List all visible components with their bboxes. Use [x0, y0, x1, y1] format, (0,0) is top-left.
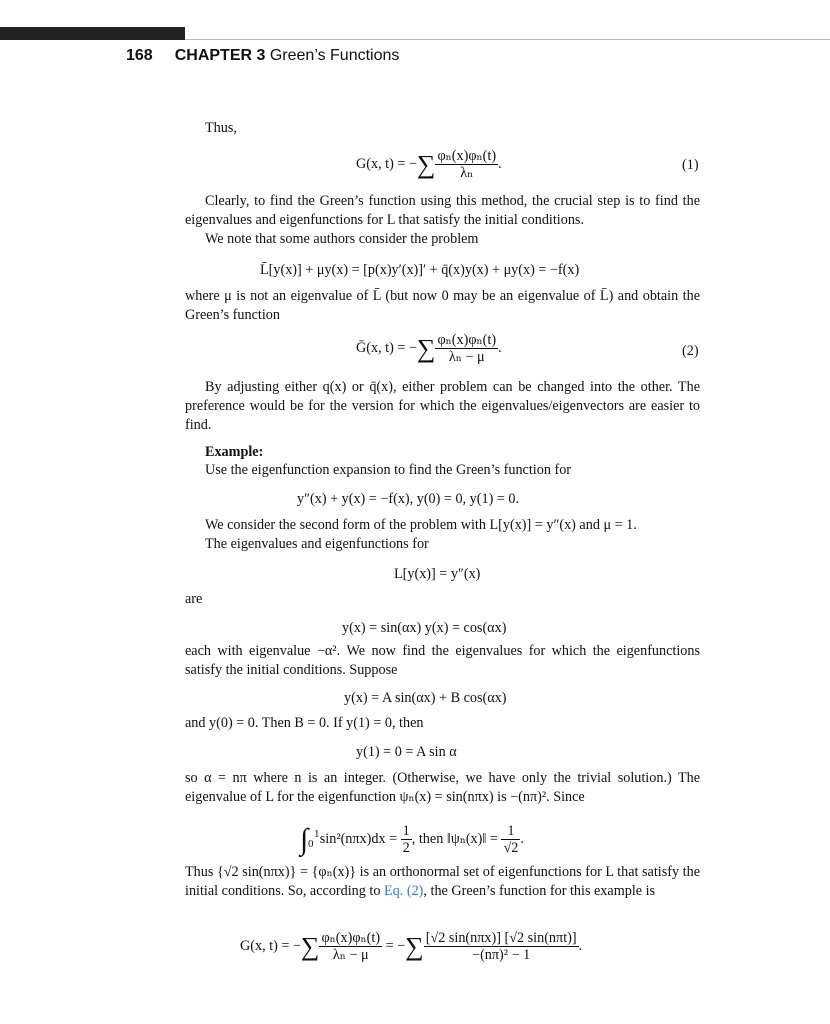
paragraph-so: so α = nπ where n is an integer. (Otherwise, we have only the trivial solution.) The eigenvalue of L for the eigenfunction ψₙ(x) = sin(nπx) is −(nπ)². Since — [185, 770, 700, 805]
norm-text: , then ‖ψₙ(x)‖ = — [411, 830, 498, 847]
paragraph-and: and y(0) = 0. Then B = 0. If y(1) = 0, then — [185, 715, 424, 731]
eq2-lhs: Ḡ(x, t) = − — [356, 339, 417, 356]
integral-lower-limit: 0 — [308, 837, 314, 850]
final-denominator-2: −(nπ)² − 1 — [472, 947, 531, 963]
example-statement: Use the eigenfunction expansion to find the Green’s function for — [205, 462, 572, 478]
paragraph-eigs-for: The eigenvalues and eigenfunctions for — [205, 536, 429, 552]
final-numerator-1: φₙ(x)φₙ(t) — [321, 930, 381, 946]
sum-symbol: ∑ — [416, 149, 436, 179]
thus-text: Thus, — [205, 120, 237, 136]
header-rule — [185, 39, 830, 40]
integral-upper-limit: 1 — [314, 827, 320, 840]
page-number: 168 — [126, 47, 153, 64]
sum-symbol: ∑ — [300, 931, 320, 961]
half-numerator: 1 — [402, 823, 410, 839]
eq2-numerator: φₙ(x)φₙ(t) — [437, 332, 497, 348]
integral-body: sin²(nπx)dx = — [319, 830, 398, 847]
norm-denominator: √2 — [503, 840, 519, 856]
paragraph-adjusting: By adjusting either q(x) or q̄(x), either problem can be changed into the other. The preference would be for the version for which the eigenvalues/eigenvectors are easier to find. — [185, 379, 700, 433]
paragraph-clearly: Clearly, to find the Green’s function using this method, the crucial step is to find the eigenvalues and eigenfunctions for L that satisfy the initial conditions. — [185, 193, 700, 228]
equation-y1: y(1) = 0 = A sin α — [356, 744, 457, 760]
sum-symbol: ∑ — [416, 333, 436, 363]
final-lhs: G(x, t) = − — [240, 937, 301, 954]
paragraph-thus — [185, 863, 700, 901]
equation-2: Ḡ(x, t) = −∑ $\frac{\text{φₙ(x)φₙ(t)}}{\text{λₙ − μ}}$ . — [356, 332, 502, 365]
norm-numerator: 1 — [501, 823, 520, 840]
equation-problem: L̄[y(x)] + μy(x) = [p(x)y′(x)]′ + q̄(x)y(x) + μy(x) = −f(x) — [260, 262, 580, 278]
integral-symbol: ∫ 1 0 — [300, 822, 320, 856]
text-are: are — [185, 591, 203, 607]
equation-2-label: (2) — [682, 343, 699, 359]
eq1-lhs: G(x, t) = − — [356, 155, 417, 172]
equation-example: y″(x) + y(x) = −f(x), y(0) = 0, y(1) = 0. — [297, 491, 520, 507]
final-mid: = − — [385, 937, 406, 954]
equation-operator: L[y(x)] = y″(x) — [394, 566, 481, 582]
final-denominator-1: λₙ − μ — [332, 947, 369, 963]
paragraph-each: each with eigenvalue −α². We now find the eigenvalues for which the eigenfunctions satisfy the initial conditions. Suppose — [185, 643, 700, 678]
eq1-numerator: φₙ(x)φₙ(t) — [437, 148, 497, 164]
equation-solutions: y(x) = sin(αx) y(x) = cos(αx) — [342, 620, 507, 636]
equation-2-link[interactable]: Eq. (2) — [384, 883, 424, 899]
paragraph-authors: We note that some authors consider the problem — [205, 231, 479, 247]
eq1-fraction — [435, 148, 498, 181]
thus-text-a: Thus {√2 sin(nπx)} = {φₙ(x)} is an orthonormal set of eigenfunctions for L that satisfy the initial conditions. So, according to — [185, 864, 700, 899]
thus-text-b: , the Green’s function for this example is — [423, 883, 656, 899]
chapter-title: Green’s Functions — [269, 47, 400, 64]
paragraph-second-form: We consider the second form of the problem with L[y(x)] = y″(x) and μ = 1. — [205, 517, 637, 533]
half-fraction — [401, 823, 412, 856]
final-fraction-1 — [319, 930, 382, 963]
eq2-denominator: λₙ − μ — [448, 349, 485, 365]
final-fraction-2 — [424, 930, 579, 963]
example-label: Example: — [205, 444, 264, 460]
equation-1-label: (1) — [682, 157, 699, 173]
running-header — [126, 47, 399, 65]
equation-suppose: y(x) = A sin(αx) + B cos(αx) — [344, 690, 507, 706]
header-bar-accent — [0, 27, 185, 40]
paragraph-where: where μ is not an eigenvalue of L̄ (but now 0 may be an eigenvalue of L̄) and obtain the Green’s function — [185, 288, 700, 323]
equation-1: G(x, t) = −∑ $\frac{\text{φₙ(x)φₙ(t)}}{\text{λₙ}}$ . — [356, 148, 502, 181]
equation-integral: ∫ 1 0 sin²(nπx)dx = $\frac{1}{2}$ , then ‖ψₙ(x)‖ = $\frac{1}{√2}$ . — [300, 822, 524, 856]
norm-fraction — [501, 823, 520, 856]
half-denominator: 2 — [402, 840, 410, 856]
equation-final: G(x, t) = −∑ $\frac{\text{φₙ(x)φₙ(t)}}{\text{λₙ − μ}}$ = −∑ $\frac{\text{[√2 sin(nπx)] [√2 sin(nπt)]}}{\text{−(nπ)² − 1}}$ . — [240, 930, 583, 963]
chapter-label: CHAPTER 3 — [174, 47, 266, 64]
sum-symbol: ∑ — [405, 931, 424, 961]
final-numerator-2: [√2 sin(nπx)] [√2 sin(nπt)] — [425, 930, 577, 946]
eq1-denominator: λₙ — [460, 165, 474, 181]
eq2-fraction — [435, 332, 498, 365]
